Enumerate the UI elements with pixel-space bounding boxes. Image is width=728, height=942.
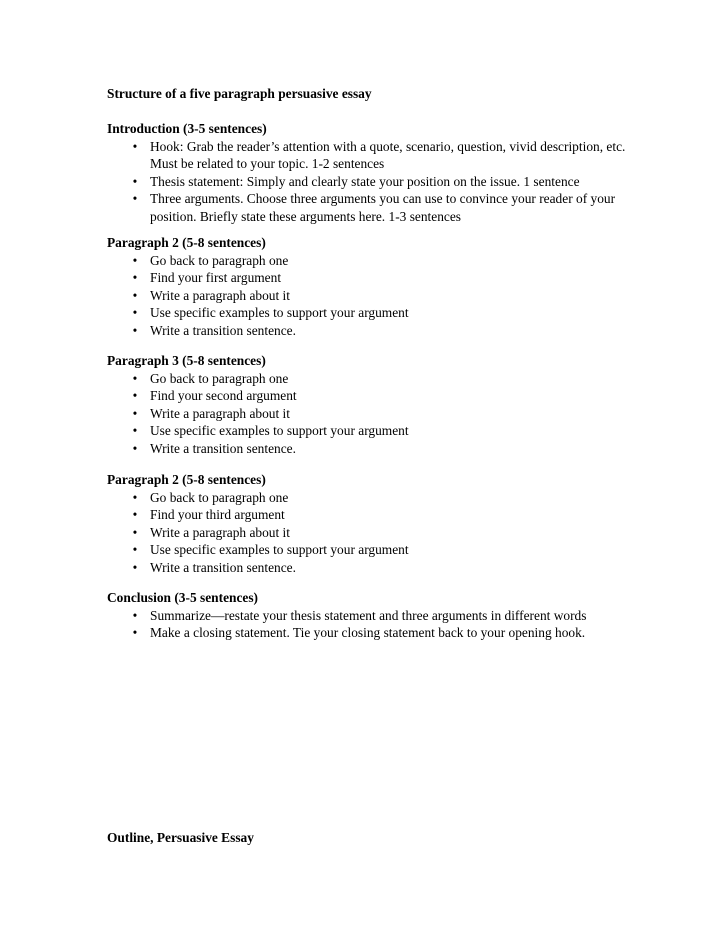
list-item: [107, 422, 647, 440]
section-introduction: [107, 120, 647, 226]
bullet-icon: •: [132, 173, 138, 189]
list-item-text: Go back to paragraph one: [150, 252, 289, 268]
bullet-icon: •: [132, 559, 138, 575]
list-item: [107, 489, 647, 507]
bullet-list: [107, 252, 647, 340]
section-paragraph-3: [107, 352, 647, 458]
bullet-list: [107, 489, 647, 577]
list-item: [107, 190, 647, 225]
list-item: [107, 304, 647, 322]
section-conclusion: [107, 589, 647, 642]
list-item: [107, 138, 647, 173]
list-item-text: Write a paragraph about it: [150, 287, 290, 303]
list-item: [107, 440, 647, 458]
document-title: Structure of a five paragraph persuasive essay: [107, 86, 372, 101]
list-item: [107, 287, 647, 305]
list-item-text: Make a closing statement. Tie your closing statement back to your opening hook.: [150, 625, 586, 641]
bullet-icon: •: [132, 625, 138, 641]
list-item: [107, 387, 647, 405]
list-item-text: Go back to paragraph one: [150, 370, 289, 386]
list-item: [107, 524, 647, 542]
bullet-list: [107, 138, 647, 226]
list-item-text: Hook: Grab the reader’s attention with a quote, scenario, question, vivid description, etc. Must be related to your topic. 1-2 sentences: [150, 138, 626, 172]
section-paragraph-4: [107, 471, 647, 577]
list-item-text: Find your second argument: [150, 388, 297, 404]
section-heading: Conclusion (3-5 sentences): [107, 590, 259, 605]
bullet-icon: •: [132, 305, 138, 321]
list-item: [107, 559, 647, 577]
list-item: [107, 541, 647, 559]
list-item: [107, 370, 647, 388]
list-item-text: Find your first argument: [150, 270, 282, 286]
list-item-text: Use specific examples to support your argument: [150, 305, 409, 321]
list-item-text: Summarize—restate your thesis statement and three arguments in different words: [150, 607, 587, 623]
section-heading: Paragraph 3 (5-8 sentences): [107, 353, 266, 368]
section-heading: Paragraph 2 (5-8 sentences): [107, 472, 266, 487]
list-item-text: Thesis statement: Simply and clearly state your position on the issue. 1 sentence: [150, 173, 580, 189]
list-item: [107, 269, 647, 287]
list-item-text: Write a transition sentence.: [150, 440, 296, 456]
bullet-list: [107, 370, 647, 458]
list-item-text: Write a paragraph about it: [150, 524, 290, 540]
bullet-list: [107, 607, 647, 642]
list-item-text: Three arguments. Choose three arguments you can use to convince your reader of your position. Briefly state these arguments here. 1-3 sentences: [150, 191, 616, 224]
bullet-icon: •: [132, 270, 138, 286]
list-item: [107, 607, 647, 625]
bullet-icon: •: [132, 322, 138, 338]
list-item-text: Use specific examples to support your argument: [150, 423, 409, 439]
bullet-icon: •: [132, 423, 138, 439]
section-heading: Paragraph 2 (5-8 sentences): [107, 235, 266, 250]
bullet-icon: •: [132, 405, 138, 421]
list-item: [107, 506, 647, 524]
list-item-text: Write a transition sentence.: [150, 322, 296, 338]
list-item-text: Write a transition sentence.: [150, 559, 296, 575]
list-item: [107, 322, 647, 340]
list-item: [107, 252, 647, 270]
bullet-icon: •: [132, 489, 138, 505]
section-paragraph-2: [107, 234, 647, 340]
bullet-icon: •: [132, 388, 138, 404]
list-item: [107, 405, 647, 423]
list-item: [107, 173, 647, 191]
list-item-text: Go back to paragraph one: [150, 489, 289, 505]
bullet-icon: •: [132, 191, 138, 207]
bullet-icon: •: [132, 524, 138, 540]
list-item: [107, 624, 647, 642]
section-heading: Introduction (3-5 sentences): [107, 121, 267, 136]
list-item-text: Find your third argument: [150, 507, 285, 523]
bullet-icon: •: [132, 507, 138, 523]
bullet-icon: •: [132, 370, 138, 386]
bullet-icon: •: [132, 440, 138, 456]
bullet-icon: •: [132, 287, 138, 303]
bullet-icon: •: [132, 542, 138, 558]
bullet-icon: •: [132, 252, 138, 268]
bullet-icon: •: [132, 607, 138, 623]
list-item-text: Use specific examples to support your argument: [150, 542, 409, 558]
list-item-text: Write a paragraph about it: [150, 405, 290, 421]
bullet-icon: •: [132, 138, 138, 154]
outline-title: Outline, Persuasive Essay: [107, 830, 254, 845]
